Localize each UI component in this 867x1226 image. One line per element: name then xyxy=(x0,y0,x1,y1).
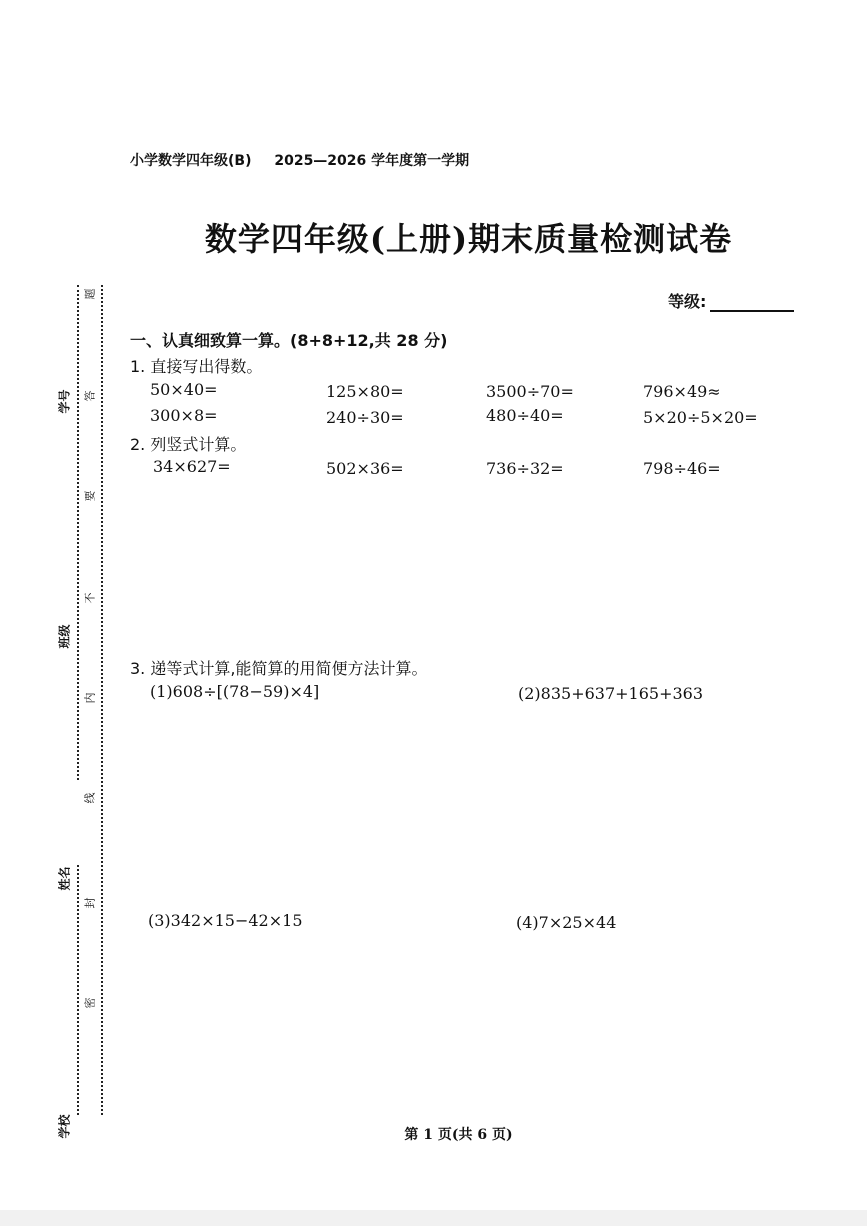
cut-char-xian: 线 xyxy=(83,792,97,804)
margin-label-name: 姓名 xyxy=(57,866,72,891)
section-heading: 一、认真细致算一算。(8+8+12,共 28 分) xyxy=(130,331,448,350)
course-label: 小学数学四年级(B) xyxy=(130,153,252,169)
oral-item: 125×80= xyxy=(326,382,404,401)
vertical-calc-item: 798÷46= xyxy=(643,459,721,478)
bottom-strip xyxy=(0,1210,867,1226)
stepwise-item: (1)608÷[(78−59)×4] xyxy=(150,682,320,701)
part1-label: 1. 直接写出得数。 xyxy=(130,357,263,376)
grade-field xyxy=(668,289,794,312)
margin-label-class: 班级 xyxy=(57,624,72,649)
grade-label: 等级: xyxy=(668,292,707,311)
margin-label-student-id: 学号 xyxy=(57,389,72,414)
oral-item: 796×49≈ xyxy=(643,382,721,401)
margin-label-school: 学校 xyxy=(57,1114,72,1139)
grade-blank[interactable] xyxy=(710,294,794,312)
cut-char-mi: 密 xyxy=(83,997,97,1009)
vertical-calc-item: 736÷32= xyxy=(486,459,564,478)
cut-char-ti: 题 xyxy=(83,288,97,300)
stepwise-item: (2)835+637+165+363 xyxy=(518,684,704,703)
page-number: 第 1 页(共 6 页) xyxy=(404,1127,513,1143)
oral-item: 480÷40= xyxy=(486,406,564,425)
cut-char-bu: 不 xyxy=(83,592,97,604)
cut-char-feng: 封 xyxy=(83,897,97,909)
part3-label: 3. 递等式计算,能简算的用简便方法计算。 xyxy=(130,659,428,678)
exam-header xyxy=(130,150,487,170)
cut-char-yao: 要 xyxy=(83,490,97,502)
oral-item: 50×40= xyxy=(150,380,218,399)
binding-line-outer-top xyxy=(77,285,79,780)
cut-char-da: 答 xyxy=(83,390,97,402)
binding-line-outer-bottom xyxy=(77,865,79,1115)
vertical-calc-item: 34×627= xyxy=(153,457,231,476)
stepwise-item: (3)342×15−42×15 xyxy=(148,911,303,930)
oral-item: 3500÷70= xyxy=(486,382,574,401)
vertical-calc-item: 502×36= xyxy=(326,459,404,478)
binding-line-inner xyxy=(101,285,103,1115)
oral-item: 300×8= xyxy=(150,406,218,425)
cut-char-nei: 内 xyxy=(83,692,97,704)
oral-item: 5×20÷5×20= xyxy=(643,408,758,427)
oral-item: 240÷30= xyxy=(326,408,404,427)
term-label: 2025—2026 学年度第一学期 xyxy=(274,153,470,169)
page-title: 数学四年级(上册)期末质量检测试卷 xyxy=(204,220,733,258)
part2-label: 2. 列竖式计算。 xyxy=(130,435,247,454)
stepwise-item: (4)7×25×44 xyxy=(516,913,617,932)
